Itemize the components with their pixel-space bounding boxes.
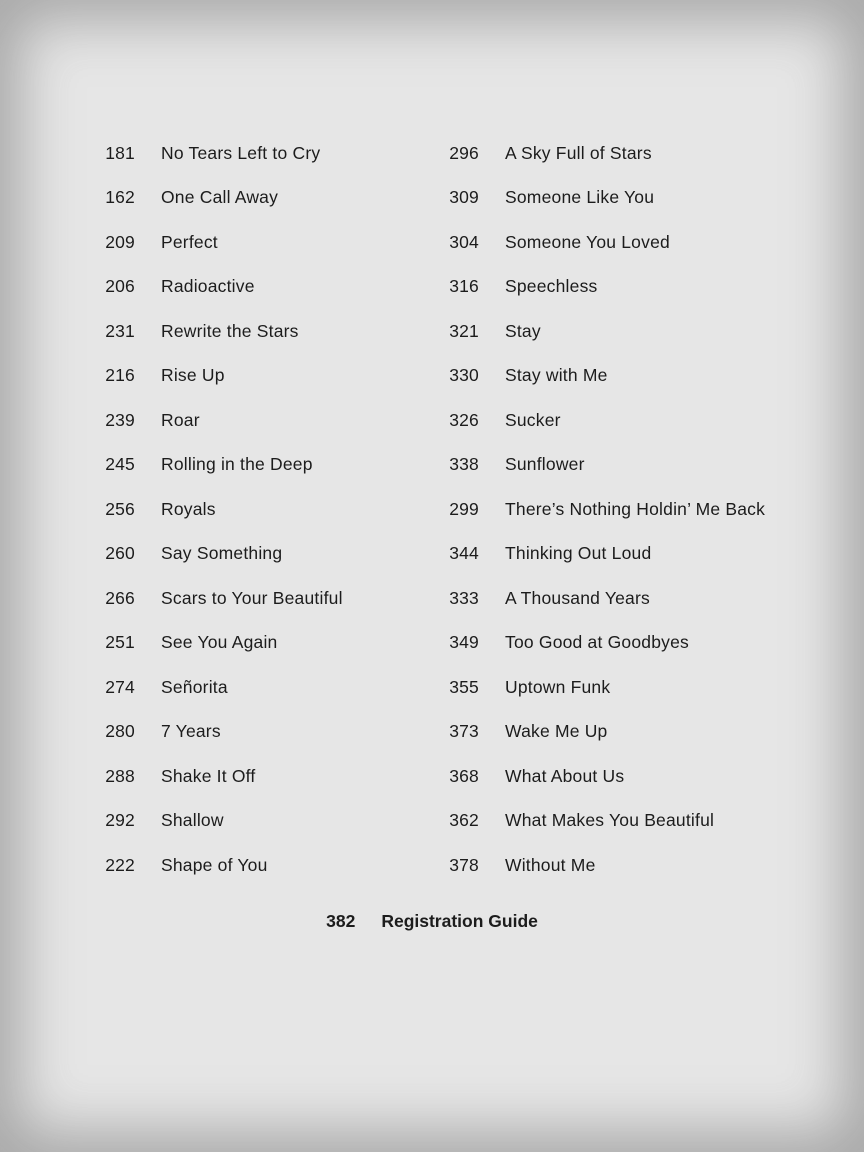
toc-song-title: Wake Me Up: [505, 721, 608, 742]
toc-page-number: 274: [105, 676, 135, 697]
toc-entry: [60, 220, 440, 265]
toc-entry: [60, 799, 440, 844]
toc-entry: [404, 398, 784, 443]
toc-page-number: 321: [449, 320, 479, 341]
toc-entry: [404, 443, 784, 488]
toc-song-title: What Makes You Beautiful: [505, 810, 715, 831]
toc-song-title: Señorita: [161, 676, 228, 697]
toc-page-number: 260: [105, 543, 135, 564]
toc-entry: [60, 265, 440, 310]
toc-page-number: 362: [449, 810, 479, 831]
toc-page-number: 330: [449, 365, 479, 386]
toc-song-title: Thinking Out Loud: [505, 543, 652, 564]
toc-entry: [60, 621, 440, 666]
toc-song-title: A Thousand Years: [505, 587, 650, 608]
toc-song-title: A Sky Full of Stars: [505, 142, 652, 163]
toc-entry: [404, 131, 784, 176]
toc-song-title: There’s Nothing Holdin’ Me Back: [505, 498, 766, 519]
toc-entry: [404, 576, 784, 621]
toc-entry: [404, 532, 784, 577]
toc-song-title: No Tears Left to Cry: [161, 142, 321, 163]
toc-entry: [404, 665, 784, 710]
footer-title: Registration Guide: [381, 910, 538, 931]
toc-song-title: See You Again: [161, 632, 278, 653]
toc-song-title: Royals: [161, 498, 216, 519]
toc-page-number: 338: [449, 454, 479, 475]
toc-entry: [404, 621, 784, 666]
toc-entry: [404, 176, 784, 221]
toc-page-number: 209: [105, 231, 135, 252]
toc-entry: [60, 576, 440, 621]
toc-entry: [404, 487, 784, 532]
toc-entry: [404, 843, 784, 888]
toc-song-title: Radioactive: [161, 276, 255, 297]
toc-page-number: 304: [449, 231, 479, 252]
toc-song-title: Rewrite the Stars: [161, 320, 299, 341]
toc-song-title: One Call Away: [161, 187, 279, 208]
toc-entry: [404, 309, 784, 354]
toc-page-number: 299: [449, 498, 479, 519]
toc-song-title: Sunflower: [505, 454, 585, 475]
toc-entry: [404, 220, 784, 265]
toc-entry: [404, 265, 784, 310]
toc-page-number: 373: [449, 721, 479, 742]
toc-entry: [60, 843, 440, 888]
toc-entry: [404, 354, 784, 399]
toc-song-title: Sucker: [505, 409, 561, 430]
toc-entry: [404, 710, 784, 755]
toc-entry: [404, 754, 784, 799]
toc-page-number: 206: [105, 276, 135, 297]
toc-song-title: Someone Like You: [505, 187, 655, 208]
toc-page-number: 309: [449, 187, 479, 208]
toc-song-title: Too Good at Goodbyes: [505, 632, 689, 653]
toc-page-number: 296: [449, 142, 479, 163]
toc-page-number: 266: [105, 587, 135, 608]
toc-page-number: 245: [105, 454, 135, 475]
toc-page-number: 355: [449, 676, 479, 697]
toc-song-title: What About Us: [505, 765, 625, 786]
toc-song-title: Roar: [161, 409, 200, 430]
toc-song-title: Rolling in the Deep: [161, 454, 313, 475]
toc-song-title: Uptown Funk: [505, 676, 611, 697]
toc-entry: [404, 799, 784, 844]
toc-entry: [60, 710, 440, 755]
toc-page-number: 280: [105, 721, 135, 742]
toc-entry: [60, 398, 440, 443]
toc-entry: [60, 354, 440, 399]
toc-page-number: 368: [449, 765, 479, 786]
toc-footer-entry: [0, 899, 864, 943]
toc-page-number: 344: [449, 543, 479, 564]
toc-song-title: Rise Up: [161, 365, 225, 386]
toc-page-number: 231: [105, 320, 135, 341]
toc-page-number: 292: [105, 810, 135, 831]
toc-left-column: [60, 131, 440, 888]
toc-entry: [60, 443, 440, 488]
toc-page-number: 181: [105, 142, 135, 163]
toc-entry: [60, 665, 440, 710]
toc-entry: [60, 131, 440, 176]
toc-song-title: Shape of You: [161, 854, 268, 875]
toc-page-number: 222: [105, 854, 135, 875]
toc-page-number: 349: [449, 632, 479, 653]
toc-right-column: [404, 131, 784, 888]
toc-page-number: 333: [449, 587, 479, 608]
toc-song-title: Shallow: [161, 810, 224, 831]
toc-entry: [60, 487, 440, 532]
toc-page-number: 288: [105, 765, 135, 786]
toc-song-title: Say Something: [161, 543, 283, 564]
toc-song-title: Stay with Me: [505, 365, 608, 386]
toc-entry: [60, 309, 440, 354]
toc-song-title: Shake It Off: [161, 765, 256, 786]
toc-song-title: Someone You Loved: [505, 231, 670, 252]
toc-entry: [60, 754, 440, 799]
toc-entry: [60, 532, 440, 577]
footer-page-number: 382: [326, 910, 356, 931]
toc-song-title: 7 Years: [161, 721, 221, 742]
toc-page-number: 316: [449, 276, 479, 297]
toc-page-number: 326: [449, 409, 479, 430]
toc-song-title: Speechless: [505, 276, 598, 297]
toc-page-number: 256: [105, 498, 135, 519]
toc-song-title: Stay: [505, 320, 541, 341]
toc-entry: [60, 176, 440, 221]
toc-page-number: 251: [105, 632, 135, 653]
toc-page-number: 162: [105, 187, 135, 208]
toc-song-title: Without Me: [505, 854, 596, 875]
toc-page-number: 378: [449, 854, 479, 875]
toc-song-title: Perfect: [161, 231, 218, 252]
toc-page-number: 239: [105, 409, 135, 430]
toc-song-title: Scars to Your Beautiful: [161, 587, 343, 608]
toc-page-number: 216: [105, 365, 135, 386]
